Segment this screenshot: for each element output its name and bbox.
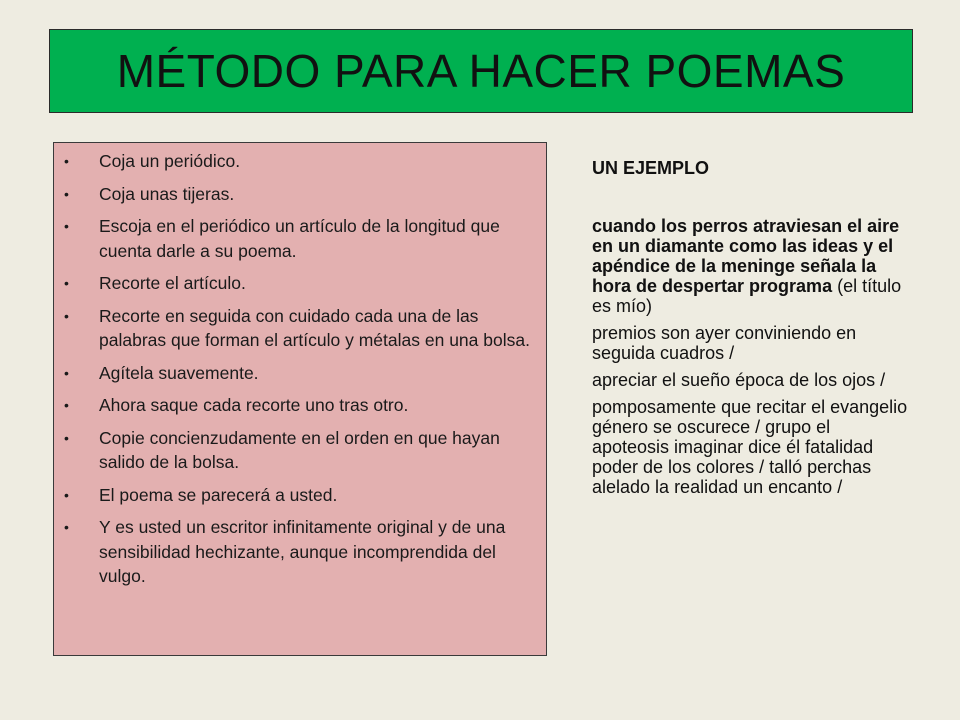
bullet-icon: • (64, 364, 69, 381)
bullet-icon: • (64, 486, 69, 503)
list-item: • Y es usted un escritor infinitamente original y de una sensibilidad hechizante, aunque incomprendida del vulgo. (64, 517, 506, 586)
list-item: • Coja unas tijeras. (64, 182, 536, 207)
steps-list (64, 149, 536, 589)
list-item: • Recorte el artículo. (64, 271, 536, 296)
bullet-icon: • (64, 153, 69, 169)
example-line: premios son ayer conviniendo en seguida cuadros / (592, 323, 857, 363)
example-first-bold: cuando los perros atraviesan el aire en un diamante como las ideas y el apéndice de la meninge señala la hora de despertar programa (592, 216, 900, 296)
list-item: • Agítela suavemente. (64, 361, 536, 386)
example-section (592, 158, 912, 504)
bullet-icon: • (64, 429, 69, 446)
list-item: • Coja un periódico. (64, 149, 536, 174)
page-title: MÉTODO PARA HACER POEMAS (116, 45, 846, 97)
bullet-icon: • (64, 307, 69, 324)
list-item: • Escoja en el periódico un artículo de la longitud que cuenta darle a su poema. (64, 216, 500, 261)
steps-panel (53, 142, 547, 656)
bullet-icon: • (64, 519, 69, 535)
example-heading: UN EJEMPLO (592, 158, 710, 178)
list-item: • Recorte en seguida con cuidado cada una de las palabras que forman el artículo y métalas en una bolsa. (64, 305, 530, 350)
list-item: • Copie concienzudamente en el orden en que hayan salido de la bolsa. (64, 427, 500, 472)
example-first-paragraph (592, 216, 912, 316)
bullet-icon: • (64, 397, 69, 413)
bullet-icon: • (64, 218, 69, 234)
example-line: pomposamente que recitar el evangelio género se oscurece / grupo el apoteosis imaginar dice él fatalidad poder de los colores / talló perchas alelado la realidad un encanto / (592, 397, 908, 497)
list-item: • El poema se parecerá a usted. (64, 483, 536, 508)
example-line: apreciar el sueño época de los ojos / (592, 370, 886, 390)
list-item: • Ahora saque cada recorte uno tras otro. (64, 393, 536, 418)
bullet-icon: • (64, 185, 69, 202)
example-first-note: (el título es mío) (592, 276, 902, 316)
title-banner (49, 29, 913, 113)
bullet-icon: • (64, 275, 69, 291)
